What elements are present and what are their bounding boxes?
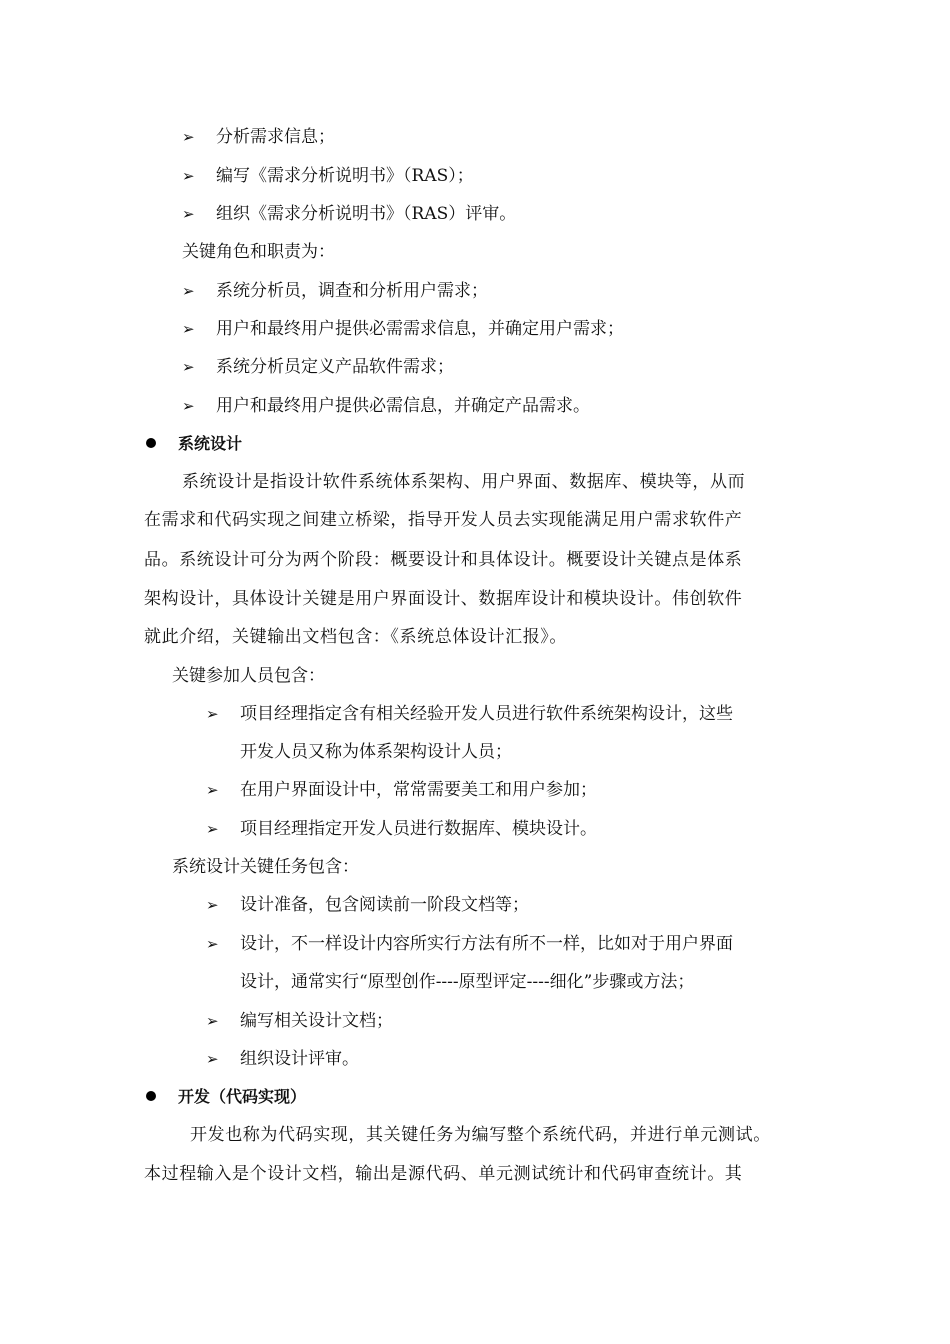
arrow-bullet-icon: ➢ (182, 128, 195, 146)
list-item: 项目经理指定开发人员进行数据库、模块设计。 (240, 819, 597, 839)
list-item-continuation: 开发人员又称为体系架构设计人员； (240, 742, 512, 762)
arrow-bullet-icon: ➢ (206, 935, 219, 953)
list-item: 编写相关设计文档； (240, 1011, 393, 1031)
section-heading-design: 系统设计 (178, 434, 243, 453)
roles-label: 关键角色和职责为： (182, 242, 335, 262)
arrow-bullet-icon: ➢ (182, 397, 195, 415)
list-item: 设计准备，包含阅读前一阶段文档等； (240, 895, 529, 915)
paragraph-line: 就此介绍，关键输出文档包含：《系统总体设计汇报》。 (144, 627, 567, 647)
list-item: 在用户界面设计中，常常需要美工和用户参加； (240, 780, 597, 800)
arrow-bullet-icon: ➢ (206, 1012, 219, 1030)
paragraph-line: 架构设计，具体设计关键是用户界面设计、数据库设计和模块设计。伟创软件 (144, 589, 743, 609)
arrow-bullet-icon: ➢ (182, 167, 195, 185)
list-item: 系统分析员，调查和分析用户需求； (216, 281, 488, 301)
paragraph-line: 品。系统设计可分为两个阶段：概要设计和具体设计。概要设计关键点是体系 (144, 550, 743, 570)
list-item: 组织《需求分析说明书》（RAS）评审。 (216, 204, 517, 224)
arrow-bullet-icon: ➢ (206, 1050, 219, 1068)
list-item: 分析需求信息； (216, 127, 335, 147)
arrow-bullet-icon: ➢ (206, 781, 219, 799)
paragraph-line: 在需求和代码实现之间建立桥梁，指导开发人员去实现能满足用户需求软件产 (144, 510, 743, 530)
dot-bullet-icon (146, 1091, 156, 1101)
arrow-bullet-icon: ➢ (206, 896, 219, 914)
list-item: 系统分析员定义产品软件需求； (216, 357, 454, 377)
tasks-label: 系统设计关键任务包含： (172, 857, 359, 877)
arrow-bullet-icon: ➢ (206, 820, 219, 838)
arrow-bullet-icon: ➢ (182, 358, 195, 376)
dot-bullet-icon (146, 438, 156, 448)
paragraph-line: 本过程输入是个设计文档，输出是源代码、单元测试统计和代码审查统计。其 (144, 1164, 743, 1184)
list-item: 用户和最终用户提供必需信息，并确定产品需求。 (216, 396, 590, 416)
list-item: 组织设计评审。 (240, 1049, 359, 1069)
arrow-bullet-icon: ➢ (182, 205, 195, 223)
section-heading-dev: 开发（代码实现） (178, 1087, 307, 1106)
list-item: 用户和最终用户提供必需需求信息，并确定用户需求； (216, 319, 624, 339)
arrow-bullet-icon: ➢ (206, 705, 219, 723)
list-item: 设计，不一样设计内容所实行方法有所不一样，比如对于用户界面 (240, 934, 733, 954)
paragraph-line: 系统设计是指设计软件系统体系架构、用户界面、数据库、模块等，从而 (182, 472, 746, 492)
participants-label: 关键参加人员包含： (172, 666, 325, 686)
list-item: 项目经理指定含有相关经验开发人员进行软件系统架构设计，这些 (240, 704, 733, 724)
list-item: 编写《需求分析说明书》（RAS）； (216, 166, 474, 186)
list-item-continuation: 设计，通常实行“原型创作----原型评定----细化”步骤或方法； (240, 972, 695, 992)
arrow-bullet-icon: ➢ (182, 282, 195, 300)
paragraph-line: 开发也称为代码实现，其关键任务为编写整个系统代码，并进行单元测试。 (190, 1125, 771, 1145)
arrow-bullet-icon: ➢ (182, 320, 195, 338)
